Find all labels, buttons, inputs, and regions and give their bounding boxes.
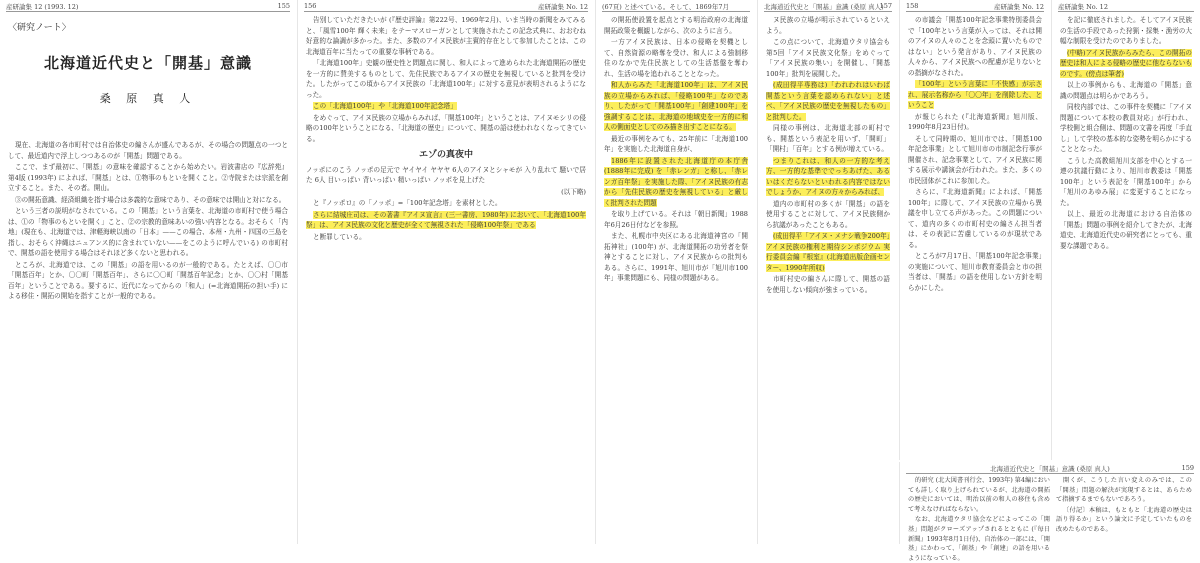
highlighted-text: (成田得平「アイヌ・メナシ戦争200年」アイヌ民族の権利と期待シンポジウム 実行委員会編『根室』(北海道出版企画センター、1990年所収) — [766, 232, 890, 272]
paragraph: 同様の事例は、北海道北部の町村でも、開基という表記を用いず、「開町」「開村」「百年」とする例が増えている。 — [766, 124, 890, 153]
paragraph: ヌ民族の立場が明示されているといえよう。 — [766, 16, 890, 35]
highlighted-text: (中略)アイヌ民族からみたら、この開拓の歴史は和人による侵略の歴史に他ならないものです。(傍点は筆者) — [1060, 48, 1192, 78]
page-159-bottom — [900, 462, 1200, 562]
highlighted-text: 1886年に設置された北海道庁の本庁舎 (1888年に完成) を「赤レンガ」と称し、「赤レンガ百年祭」を実施した際、「アイヌ民族の有志から「先住民族の歴史を無視している」と厳しく批判された問題 — [604, 156, 748, 207]
page-155 — [0, 0, 296, 544]
header-journal: 産研論集 No. 12 — [994, 3, 1044, 11]
paragraph: 以上の事例からも、北海道の「開基」意識の問題点は明らかであろう。 — [1060, 81, 1192, 100]
paragraph: 告別していただきたいが (『歴史評論』第222号、1969年2月)、いま当時の新聞をみてみると、「風雪100年 輝く未来」をテーマスローガンとして実施されたこの記念式典に、おおむね好意的な論調が多かった。また、多数のアイヌ民族が主賓的存在として参加したことは、この北海道百年に当たっての重要な事柄である。 — [306, 16, 586, 56]
page-body — [908, 15, 1042, 456]
paragraph: ところが、北海道では、この「開基」の語を用いるのが一般的である。たとえば、〇〇市「開基百年」とか、〇〇町「開基百年」、さらに〇〇町「開基百年記念」とか、〇〇村「開基百年」ということである。要するに、近代になってからの「和人」(=北海道開拓の担い手) による移住・開拓の開始を指すことが一般的である。 — [8, 260, 288, 300]
header-continuation: (67頁) と述べている。そして、1869年7月 — [602, 3, 729, 11]
header-page-number: 158 — [906, 2, 919, 10]
page-body — [8, 140, 288, 540]
paragraph: を取り上げている。それは「朝日新聞」1988年6月26日付などを参照。 — [604, 210, 748, 229]
paragraph: 一方アイヌ民族は、日本の侵略を契機として、自然資源の略奪を受け、和人による強制移住のなかで先住民族としての生活基盤を奪われ、生活の場を追われることとなった。 — [604, 38, 748, 78]
paragraph: 的研究 (北大図書刊行会、1993年) 第4編においても詳しく取り上げられているが、北海道の開拓の歴史においては、明治以前の和人の移住も含めて考えなければならない。 — [908, 477, 1050, 513]
page-156 — [298, 0, 594, 544]
highlighted-text: (成田得平専務は)「われわれはいわば開基という言葉を認められない」と述べ、「アイヌ民族の歴史を無視したもの」と批判した。 — [766, 81, 890, 121]
paragraph: の開拓使設置を起点とする明治政府の北海道開拓政策を概観しながら、次のように言う。 — [604, 16, 748, 35]
paragraph: 道内の市町村の多くが「開基」の語を使用することに対して、アイヌ民族側から抗議があったこともある。 — [766, 199, 890, 229]
header-journal: 産研論集 No. 12 — [1058, 3, 1108, 11]
paragraph: が報じられた (『北海道新聞』旭川版、1990年8月23日付)。 — [908, 112, 1042, 131]
paragraph: 同校内部では、この事件を契機に「アイヌ問題について本校の教員対応」が行われ、学校側と組合側は、問題の文書を再度「手直し」して学校の基本的な姿勢を明らかにすることとなった。 — [1060, 103, 1192, 153]
header-journal: 産研論集 No. 12 — [538, 3, 588, 11]
page-header — [1058, 2, 1194, 12]
page-159 — [1052, 0, 1200, 460]
header-page-number: 155 — [277, 2, 290, 10]
header-page-number: 157 — [879, 2, 892, 10]
highlighted-text: 「100年」という言葉に「不快感」が示され、展示名称から「〇〇年」を削除した、ということ — [908, 80, 1042, 109]
article-author: 桑 原 真 人 — [99, 92, 197, 105]
page-157-left — [596, 0, 756, 544]
paragraph: 以上、最近の北海道における自治体の「開基」問題の事例を紹介してきたが、北海道史、北海道近代史の研究者にとっても、重要な課題である。 — [1060, 210, 1192, 250]
header-journal: 産研論集 12 (1993. 12) — [6, 3, 79, 11]
paragraph — [1060, 48, 1192, 80]
header-page-number: 159 — [1181, 464, 1194, 472]
highlighted-text: さらに結城庄司は、その著書『アイヌ宣言』(三一書房、1980年) において、「北海道100年祭」は、アイヌ民族の文化と歴史が全くて無視された「侵略100年祭」である — [306, 210, 586, 229]
page-header — [906, 2, 1044, 12]
poem-note: (以下略) — [561, 187, 586, 196]
article-category: 〈研究ノート〉 — [8, 23, 71, 33]
paragraph: の市議会「開基100年記念事業特別委員会で「100年という言葉が入っては、それは開のアイヌの人々のことを念頭に置いたものではない」という発言があり、アイヌ民族の人々から、アイヌ民族への配慮が足りないとの指摘がなされた。 — [908, 16, 1042, 77]
paragraph: 現在、北海道の各市町村では自治体史の編さんが盛んであるが、その場合の問題点の一つとして、最近道内で浮上しつつあるのが「開基」問題である。 — [8, 141, 288, 160]
paragraph: をめぐって、アイヌ民族の立場からみれば、「開基100年」ということは、アイヌモシリの侵略の100年ということになる、「北海道の歴史」について、開基の語は使われなくなってきている。 — [306, 113, 586, 143]
page-header — [304, 2, 588, 12]
paragraph: なお、北海道ウタリ協会などによってこの「開基」問題がクローズアップされるとともに (『毎日新聞』1993年8月1日付)、自治体の一部には、「開基」にかわって、「創基」や「創建」の語を用いるようになっている。 — [908, 516, 1050, 562]
paragraph — [766, 231, 890, 273]
paragraph: また、札幌市中央区にある北海道神宮の「開拓神社」(100年) が、北海道開拓の功労者を祭神とすることに対し、アイヌ民族からの批判もある。さらに、1991年、旭川市が「旭川市100年」事業問題にも、同様の問題がある。 — [604, 232, 748, 282]
highlighted-text: 和人からみた「北海道100年」は、アイヌ民族の立場からみれば、「侵略100年」なのであり、したがって「開基100年」「創建100年」を強調することは、北海道の地域史を一方的に和人の側面史としてのみ描き出すことになる。 — [604, 81, 748, 131]
paragraph — [306, 210, 586, 231]
header-running-title: 北海道近代史と「開基」意識 (桑原 真人) — [764, 3, 884, 11]
paragraph: ところが7月17日、「開基100年記念事業」の実施について、旭川市教育委員会と市の担当者は、「開基」の語を使用しない方針を明らかにした。 — [908, 252, 1042, 292]
paragraph: という三者の説明がなされている。この「開基」という言葉を、北海道の市町村で使う場合は、①の「物事のもといを開く」こと、②の宗教的意味あいの強い内容となる。おそらく「内地」(現在も、北海道では、津軽海峡以南の「日本」——この場合、本州・九州・四国の三島を指し、おそらく沖縄はニュアンス的に含まれていない——をこのように呼んでいる) の市町村で、開基の語を使用する場合はそれほど多くないと思われる。 — [8, 207, 288, 257]
page-body — [306, 15, 586, 540]
paragraph: を記に徹底されました。そしてアイヌ民族の生活の手段であった狩猟・採集・漁労の大幅な制限を受けたのでありました。 — [1060, 16, 1192, 45]
paragraph — [306, 101, 586, 112]
page-body — [604, 15, 748, 540]
paragraph: 市町村史の編さんに際して、開基の語を使用しない傾向が強まっている。 — [766, 275, 890, 294]
paragraph: ③の開拓意識、経済組織を指す場合は多義的な意味であり、その意味では開山と対になる。 — [15, 195, 286, 204]
paragraph: ここで、まず最初に、「開基」の意味を確認することから始めたい。岩波書店の『広辞苑』第4版 (1993年) によれば、「開基」とは、①物事のもといを開くこと。②寺院または宗派を創立すること。また、その者。開山。 — [8, 163, 288, 192]
paragraph: と断罪している。 — [313, 232, 366, 241]
paragraph — [766, 156, 890, 198]
page-158 — [900, 0, 1050, 460]
poem: ノッポにのこう ノッポの足元で ヤイヤイ ヤヤヤ 6人のアイヌとシャモが 入り乱れて 騒いで居た 6人 目いっぱい 背いっぱい 精いっぱい ノッポを見上げた — [306, 165, 586, 184]
page-body — [766, 15, 890, 540]
paragraph: さらに、『北海道新聞』によれば、「開基100年」に際して、アイヌ民族の立場から異議を申し立てる声があった。この問題について、道内の多くの市町村史の編さん担当者は、その表記に苦慮しているのが現状である。 — [908, 188, 1042, 249]
highlighted-text: この「北海道100年」や「北海道100年記念塔」 — [313, 102, 457, 110]
page-157-right — [758, 0, 898, 544]
paragraph — [908, 79, 1042, 111]
header-page-number: 156 — [304, 2, 317, 10]
paragraph: こうした高教組旭川支部を中心とする一連の抗議行動により、旭川市教委は「開基100年」という表記を「開基100年」から「旭川のあゆみ展」に変更することになった。 — [1060, 156, 1192, 207]
page-body-right-column — [1056, 476, 1192, 540]
page-header — [906, 464, 1194, 474]
paragraph: そして同時期の、旭川市では、「開基100年記念事業」として旭川市の市制記念行事が開催され、記念事業として、アイヌ民族に関する展示や講演会が行われた。また、多くの市民団体がこれに参加した。 — [908, 134, 1042, 185]
section-heading: エゾの真夜中 — [418, 150, 473, 160]
article-title: 北海道近代史と「開基」意識 — [43, 54, 252, 72]
header-running-title: 北海道近代史と「開基」意識 (桑原 真人) — [990, 465, 1110, 473]
paragraph — [604, 156, 748, 209]
page-header — [764, 2, 892, 12]
paragraph: 最近の事例をみても、25年前に「北海道100年」を実施した北海道自身が、 — [604, 134, 748, 153]
footnote: 〔付記〕本稿は、もともと「北海道の歴史は語り得るか」という論文に予定していたものを改めたものである。 — [1056, 506, 1192, 533]
page-body — [1060, 15, 1192, 456]
page-header — [6, 2, 290, 12]
page-header — [602, 2, 750, 12]
paragraph: この点について、北海道ウタリ協会も第5回「アイヌ民族文化祭」をめぐって「アイヌ民族の集い」を開催し、「開基100年」批判を展開した。 — [766, 38, 890, 78]
paragraph: 開くが、こうした言い変えのみでは、この「開基」問題の解決が実現するとは、あらためて指摘するまでもないであろう。 — [1056, 477, 1192, 504]
paragraph: と『ノッポロ』の「ノッポ」=「100年記念塔」を素材とした。 — [313, 199, 502, 207]
paragraph: 「北海道100年」史観の歴史性と問題点に関し、和人によって進められた北海道開拓の歴史を一方的に賛美するものとして、先住民族であるアイヌの歴史を無視していると批判を受けた。したがってこの頃からアイヌ民族の「北海道100年」に対する意見が表明されるようになった。 — [306, 59, 586, 99]
page-body-left-column — [908, 476, 1050, 562]
paragraph — [766, 80, 890, 122]
highlighted-text: つまりこれは、和人の一方的な考え方、一方的な基準ででっちあげた、あるいはくだらないといわれる内容ではないでしょうか、アイヌの方々からみれば、 — [766, 156, 890, 196]
paragraph — [604, 80, 748, 133]
